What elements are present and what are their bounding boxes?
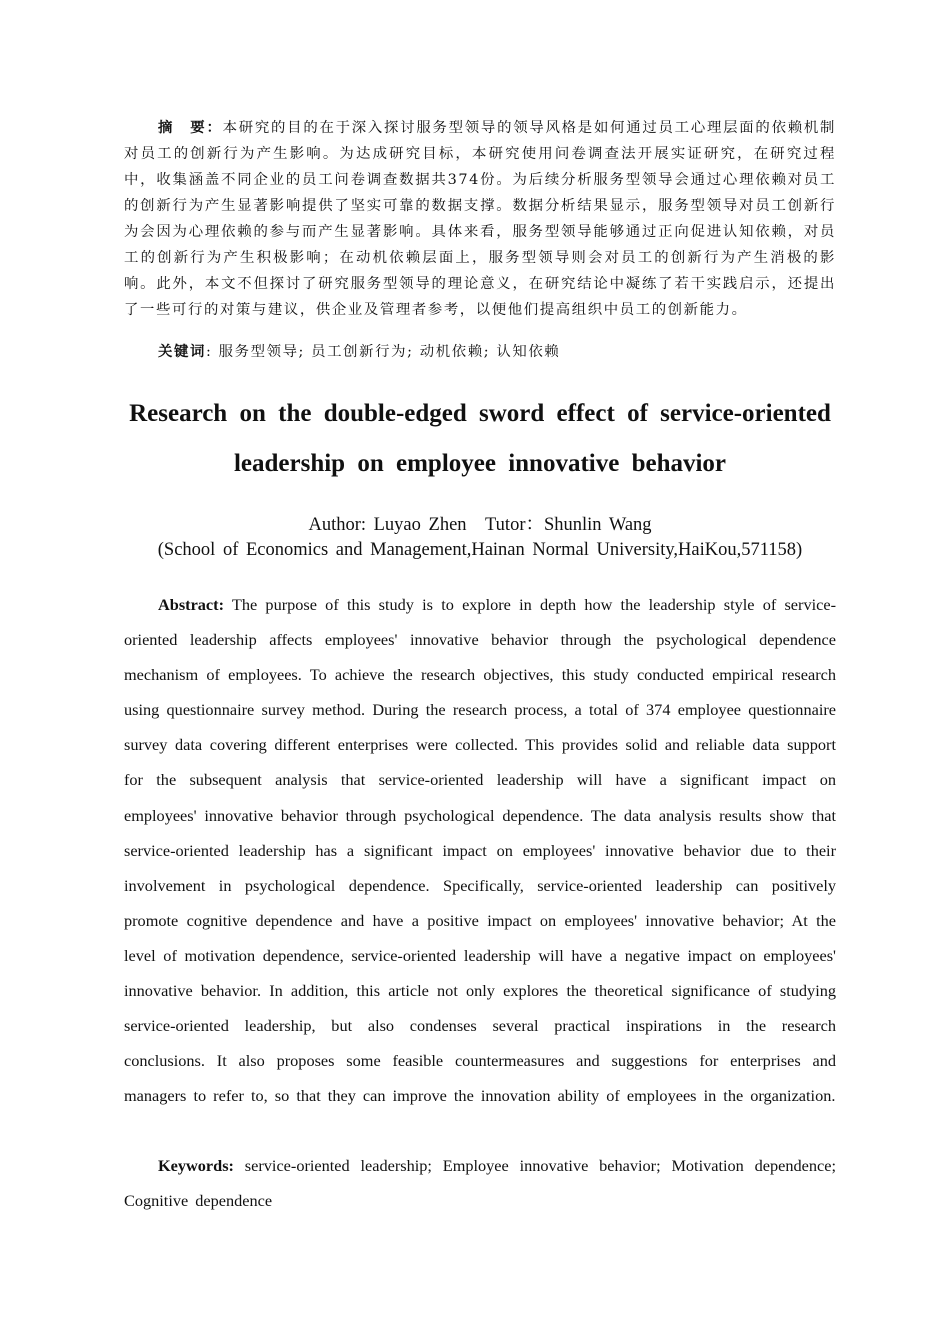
chinese-abstract-label: 摘 要： xyxy=(158,119,223,136)
english-abstract-label: Abstract: xyxy=(158,595,225,614)
chinese-keywords-label: 关键词 xyxy=(158,343,206,360)
english-keywords xyxy=(124,1148,836,1218)
chinese-abstract xyxy=(124,115,836,323)
english-keywords-text: service-oriented leadership; Employee innovative behavior; Motivation dependence; Cognitive dependence xyxy=(124,1156,836,1211)
chinese-abstract-text: 本研究的目的在于深入探讨服务型领导的领导风格是如何通过员工心理层面的依赖机制对员工的创新行为产生影响。为达成研究目标，本研究使用问卷调查法开展实证研究，在研究过程中，收集涵盖不同企业的员工问卷调查数据共374份。为后续分析服务型领导会通过心理依赖对员工的创新行为产生显著影响提供了坚实可靠的数据支撑。数据分析结果显示，服务型领导对员工创新行为会因为心理依赖的参与而产生显著影响。具体来看，服务型领导能够通过正向促进认知依赖，对员工的创新行为产生积极影响；在动机依赖层面上，服务型领导则会对员工的创新行为产生消极的影响。此外，本文不但探讨了研究服务型领导的理论意义，在研究结论中凝练了若干实践启示，还提出了一些可行的对策与建议，供企业及管理者参考，以便他们提高组织中员工的创新能力。 xyxy=(124,120,836,318)
chinese-keywords xyxy=(124,339,836,365)
english-abstract xyxy=(124,587,836,1113)
english-abstract-text: The purpose of this study is to explore in depth how the leadership style of service-oriented leadership affects employees' innovative behavior through the psychological dependence mechanism of employees. To achieve the research objectives, this study conducted empirical research using questionnaire survey method. During the research process, a total of 374 employee questionnaire survey data covering different enterprises were collected. This provides solid and reliable data support for the subsequent analysis that service-oriented leadership will have a significant impact on employees' innovative behavior through psychological dependence. The data analysis results show that service-oriented leadership has a significant impact on employees' innovative behavior due to their involvement in psychological dependence. Specifically, service-oriented leadership can positively promote cognitive dependence and have a positive impact on employees' innovative behavior; At the level of motivation dependence, service-oriented leadership will have a negative impact on employees' innovative behavior. In addition, this article not only explores the theoretical significance of studying service-oriented leadership, but also condenses several practical inspirations in the research conclusions. It also proposes some feasible countermeasures and suggestions for enterprises and managers to refer to, so that they can improve the innovation ability of employees in the organization. xyxy=(124,595,836,1106)
english-keywords-label: Keywords: xyxy=(158,1156,234,1175)
chinese-keywords-text: : 服务型领导; 员工创新行为; 动机依赖; 认知依赖 xyxy=(205,344,561,360)
author-line: Author: Luyao Zhen Tutor：Shunlin Wang xyxy=(308,515,652,535)
english-title: Research on the double-edged sword effect of service-oriented leadership on employee innovative behavior xyxy=(129,400,831,477)
affiliation-line: (School of Economics and Management,Hainan Normal University,HaiKou,571158) xyxy=(157,540,803,560)
